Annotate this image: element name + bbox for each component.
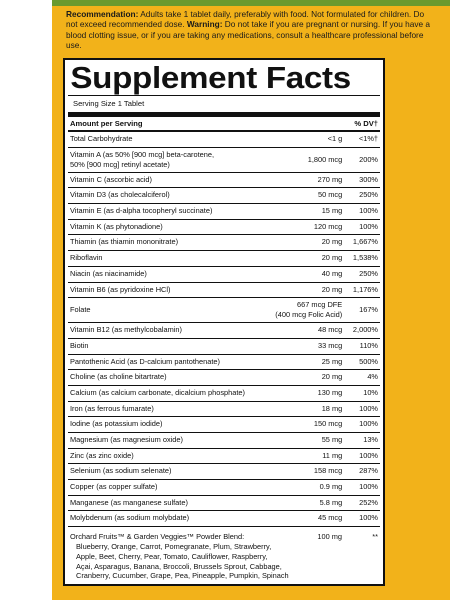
nutrient-amount-line: 5.8 mg [319, 497, 343, 507]
nutrient-amount [287, 433, 343, 448]
nutrient-amount-line: 45 mcg [317, 513, 343, 523]
nutrient-dv: 100% [359, 513, 378, 523]
nutrient-name-line: Riboflavin [70, 253, 103, 263]
nutrient-dv: 1,176% [352, 284, 378, 294]
nutrient-amount [287, 173, 343, 188]
nutrient-row [68, 188, 380, 204]
nutrient-amount-line: 48 mcg [317, 325, 343, 335]
nutrient-row [68, 449, 380, 465]
nutrient-table [68, 132, 380, 527]
nutrient-dv: 100% [359, 206, 378, 216]
nutrient-row [68, 283, 380, 299]
nutrient-amount [287, 235, 343, 250]
nutrient-amount [287, 283, 343, 298]
nutrient-name [68, 267, 287, 282]
nutrient-name-line: Vitamin K (as phytonadione) [70, 221, 163, 231]
nutrient-row [68, 480, 380, 496]
nutrient-dv: 100% [359, 221, 378, 231]
warning-body: Do not take if you are pregnant or nursing. If you have a blood clotting issue, or if you are taking any medications, consult a healthcare professional before use. [66, 19, 431, 51]
nutrient-row [68, 511, 380, 527]
nutrient-amount-line: (400 mcg Folic Acid) [275, 310, 343, 320]
nutrient-dv: 500% [359, 356, 378, 366]
nutrient-name [68, 173, 287, 188]
column-header [68, 117, 380, 130]
warning-text [66, 9, 434, 51]
nutrient-amount-line: 20 mg [321, 284, 343, 294]
nutrient-amount [287, 251, 343, 266]
nutrient-row [68, 235, 380, 251]
nutrient-dv: 13% [363, 435, 378, 444]
nutrient-name-line: Molybdenum (as sodium molybdate) [70, 513, 190, 523]
nutrient-row [68, 220, 380, 236]
nutrient-amount-line: 20 mg [321, 253, 343, 263]
nutrient-row [68, 173, 380, 189]
nutrient-name-line: Magnesium (as magnesium oxide) [70, 435, 183, 444]
nutrient-dv: 250% [359, 190, 378, 200]
nutrient-row [68, 267, 380, 283]
blend-line: Blueberry, Orange, Carrot, Pomegranate, Plum, Strawberry, [76, 541, 272, 551]
nutrient-amount-line: 20 mg [321, 237, 343, 247]
nutrient-amount-line: 150 mcg [313, 419, 343, 429]
nutrient-name [68, 251, 287, 266]
nutrient-name-line: Pantothenic Acid (as D-calcium pantothenate) [70, 356, 220, 366]
nutrient-name [68, 449, 287, 464]
nutrient-amount [287, 386, 343, 401]
nutrient-name [68, 220, 287, 235]
nutrient-amount-line: 18 mg [321, 403, 343, 413]
nutrient-name [68, 496, 287, 511]
nutrient-name [68, 132, 287, 147]
nutrient-amount [287, 204, 343, 219]
nutrient-amount [287, 480, 343, 495]
nutrient-dv: 167% [359, 305, 378, 315]
nutrient-name-line: Vitamin B12 (as methylcobalamin) [70, 325, 183, 335]
nutrient-row [68, 464, 380, 480]
nutrient-amount [273, 300, 343, 320]
nutrient-name-line: Total Carbohydrate [70, 134, 133, 143]
nutrient-amount-line: 20 mg [321, 372, 343, 382]
panel-title: Supplement Facts [70, 60, 351, 95]
blend-line: Apple, Beet, Cherry, Pear, Tomato, Cauliflower, Raspberry, [76, 551, 268, 561]
nutrient-amount [287, 402, 343, 417]
nutrient-name-line: Zinc (as zinc oxide) [70, 450, 134, 460]
nutrient-name [68, 433, 287, 448]
nutrient-row [68, 323, 380, 339]
nutrient-dv: 100% [359, 450, 378, 460]
nutrient-amount-line: 33 mcg [317, 340, 343, 350]
nutrient-amount-line: 120 mcg [313, 221, 343, 231]
nutrient-amount [287, 464, 343, 479]
nutrient-row [68, 251, 380, 267]
header-spacer [287, 117, 343, 130]
recommendation-text: Adults take 1 tablet daily, preferably with food. Not formulated for children. Do not exceed recommended dose. [66, 9, 425, 30]
nutrient-name-line: Iron (as ferrous fumarate) [70, 403, 154, 413]
nutrient-name [68, 402, 287, 417]
nutrient-row [68, 132, 380, 148]
nutrient-dv: 252% [359, 497, 378, 507]
nutrient-amount-line: 130 mg [317, 387, 343, 397]
nutrient-row [68, 417, 380, 433]
nutrient-amount [287, 417, 343, 432]
nutrient-name-line: Vitamin E (as d-alpha tocopheryl succinate) [70, 206, 213, 216]
nutrient-name [68, 480, 287, 495]
nutrient-amount-line: 667 mcg DFE [297, 300, 343, 310]
nutrient-name-line: Folate [70, 305, 91, 315]
nutrient-name-line: Copper (as copper sulfate) [70, 482, 158, 492]
nutrient-name-line: Selenium (as sodium selenate) [70, 466, 172, 476]
nutrient-dv: 200% [359, 154, 378, 164]
nutrient-row [68, 433, 380, 449]
nutrient-name-line: Iodine (as potassium iodide) [70, 419, 163, 429]
nutrient-name [68, 355, 287, 370]
nutrient-name [68, 417, 287, 432]
nutrient-dv: 4% [367, 372, 378, 382]
blend-dv: ** [372, 532, 378, 542]
recommendation-label: Recommendation: [66, 9, 139, 19]
nutrient-name [68, 511, 287, 526]
nutrient-amount [287, 323, 343, 338]
nutrient-amount-line: <1 g [327, 134, 343, 143]
supplement-facts-panel [63, 58, 385, 586]
nutrient-name [68, 386, 287, 401]
nutrient-amount-line: 40 mg [321, 268, 343, 278]
powder-blend [68, 527, 380, 581]
nutrient-dv: 10% [363, 387, 378, 397]
nutrient-amount [287, 355, 343, 370]
nutrient-amount [287, 132, 343, 147]
nutrient-name-line: Calcium (as calcium carbonate, dicalcium phosphate) [70, 387, 245, 397]
nutrient-row [68, 204, 380, 220]
nutrient-amount-line: 158 mcg [313, 466, 343, 476]
nutrient-amount-line: 11 mg [322, 450, 343, 460]
nutrient-amount [287, 370, 343, 385]
blend-ingredients [70, 542, 378, 581]
nutrient-dv: 287% [359, 466, 378, 476]
nutrient-dv: 250% [359, 268, 378, 278]
header-dv: % DV† [354, 119, 378, 128]
nutrient-amount [287, 155, 343, 165]
nutrient-dv: 1,667% [352, 237, 378, 247]
nutrient-row [68, 339, 380, 355]
nutrient-row [68, 496, 380, 512]
nutrient-dv: <1%† [358, 134, 378, 143]
nutrient-row [68, 298, 380, 323]
nutrient-name [68, 204, 287, 219]
nutrient-row [68, 370, 380, 386]
blend-name: Orchard Fruits™ & Garden Veggies™ Powder Blend: [70, 532, 245, 542]
nutrient-name [68, 150, 287, 170]
nutrient-amount-line: 1,800 mcg [307, 154, 343, 164]
nutrient-name [68, 339, 287, 354]
nutrient-amount [287, 339, 343, 354]
nutrient-name [68, 235, 287, 250]
blend-line: Açai, Asparagus, Banana, Broccoli, Brussels Sprout, Cabbage, [76, 561, 282, 571]
nutrient-row [68, 386, 380, 402]
nutrient-dv: 100% [359, 403, 378, 413]
nutrient-dv: 110% [359, 340, 378, 350]
nutrient-name-line: Vitamin C (ascorbic acid) [70, 174, 153, 184]
nutrient-name [68, 370, 287, 385]
nutrient-name [68, 188, 287, 203]
nutrient-amount [287, 511, 343, 526]
nutrient-amount [287, 267, 343, 282]
nutrient-amount-line: 0.9 mg [319, 482, 343, 492]
header-amount-per-serving: Amount per Serving [70, 119, 143, 128]
blend-amount: 100 mg [317, 532, 342, 542]
nutrient-amount-line: 50 mcg [317, 190, 343, 200]
blend-header [70, 532, 378, 542]
nutrient-row [68, 402, 380, 418]
nutrient-amount-line: 270 mg [317, 174, 343, 184]
nutrient-name-line: Vitamin A (as 50% [900 mcg] beta-carotene, [70, 149, 215, 159]
nutrient-name-line: 50% [900 mcg] retinyl acetate) [70, 159, 170, 169]
nutrient-name-line: Thiamin (as thiamin mononitrate) [70, 237, 179, 247]
nutrient-amount [287, 188, 343, 203]
nutrient-amount-line: 15 mg [321, 206, 343, 216]
nutrient-dv: 100% [359, 482, 378, 492]
nutrient-dv: 300% [359, 174, 378, 184]
nutrient-dv: 1,538% [352, 253, 378, 263]
nutrient-row [68, 148, 380, 173]
serving-size: Serving Size 1 Tablet [68, 95, 380, 109]
nutrient-amount-line: 25 mg [321, 356, 343, 366]
nutrient-dv: 100% [359, 419, 378, 429]
nutrient-name [68, 305, 273, 315]
nutrient-name-line: Choline (as choline bitartrate) [70, 372, 167, 382]
nutrient-name [68, 464, 287, 479]
nutrient-amount [287, 449, 343, 464]
warning-label: Warning: [186, 19, 223, 30]
nutrient-amount [287, 220, 343, 235]
nutrient-name [68, 323, 287, 338]
nutrient-name-line: Manganese (as manganese sulfate) [70, 497, 188, 507]
nutrient-amount-line: 55 mg [321, 435, 343, 444]
nutrient-name-line: Niacin (as niacinamide) [70, 268, 147, 278]
nutrient-name-line: Biotin [70, 340, 89, 350]
nutrient-amount [287, 496, 343, 511]
nutrient-name-line: Vitamin B6 (as pyridoxine HCl) [70, 284, 171, 294]
nutrient-row [68, 355, 380, 371]
nutrient-name [68, 283, 287, 298]
nutrient-dv: 2,000% [352, 325, 378, 335]
nutrient-name-line: Vitamin D3 (as cholecalciferol) [70, 190, 170, 200]
package-top-strip [52, 0, 450, 6]
blend-line: Cranberry, Cucumber, Grape, Pea, Pineapple, Pumpkin, Spinach [76, 571, 289, 581]
